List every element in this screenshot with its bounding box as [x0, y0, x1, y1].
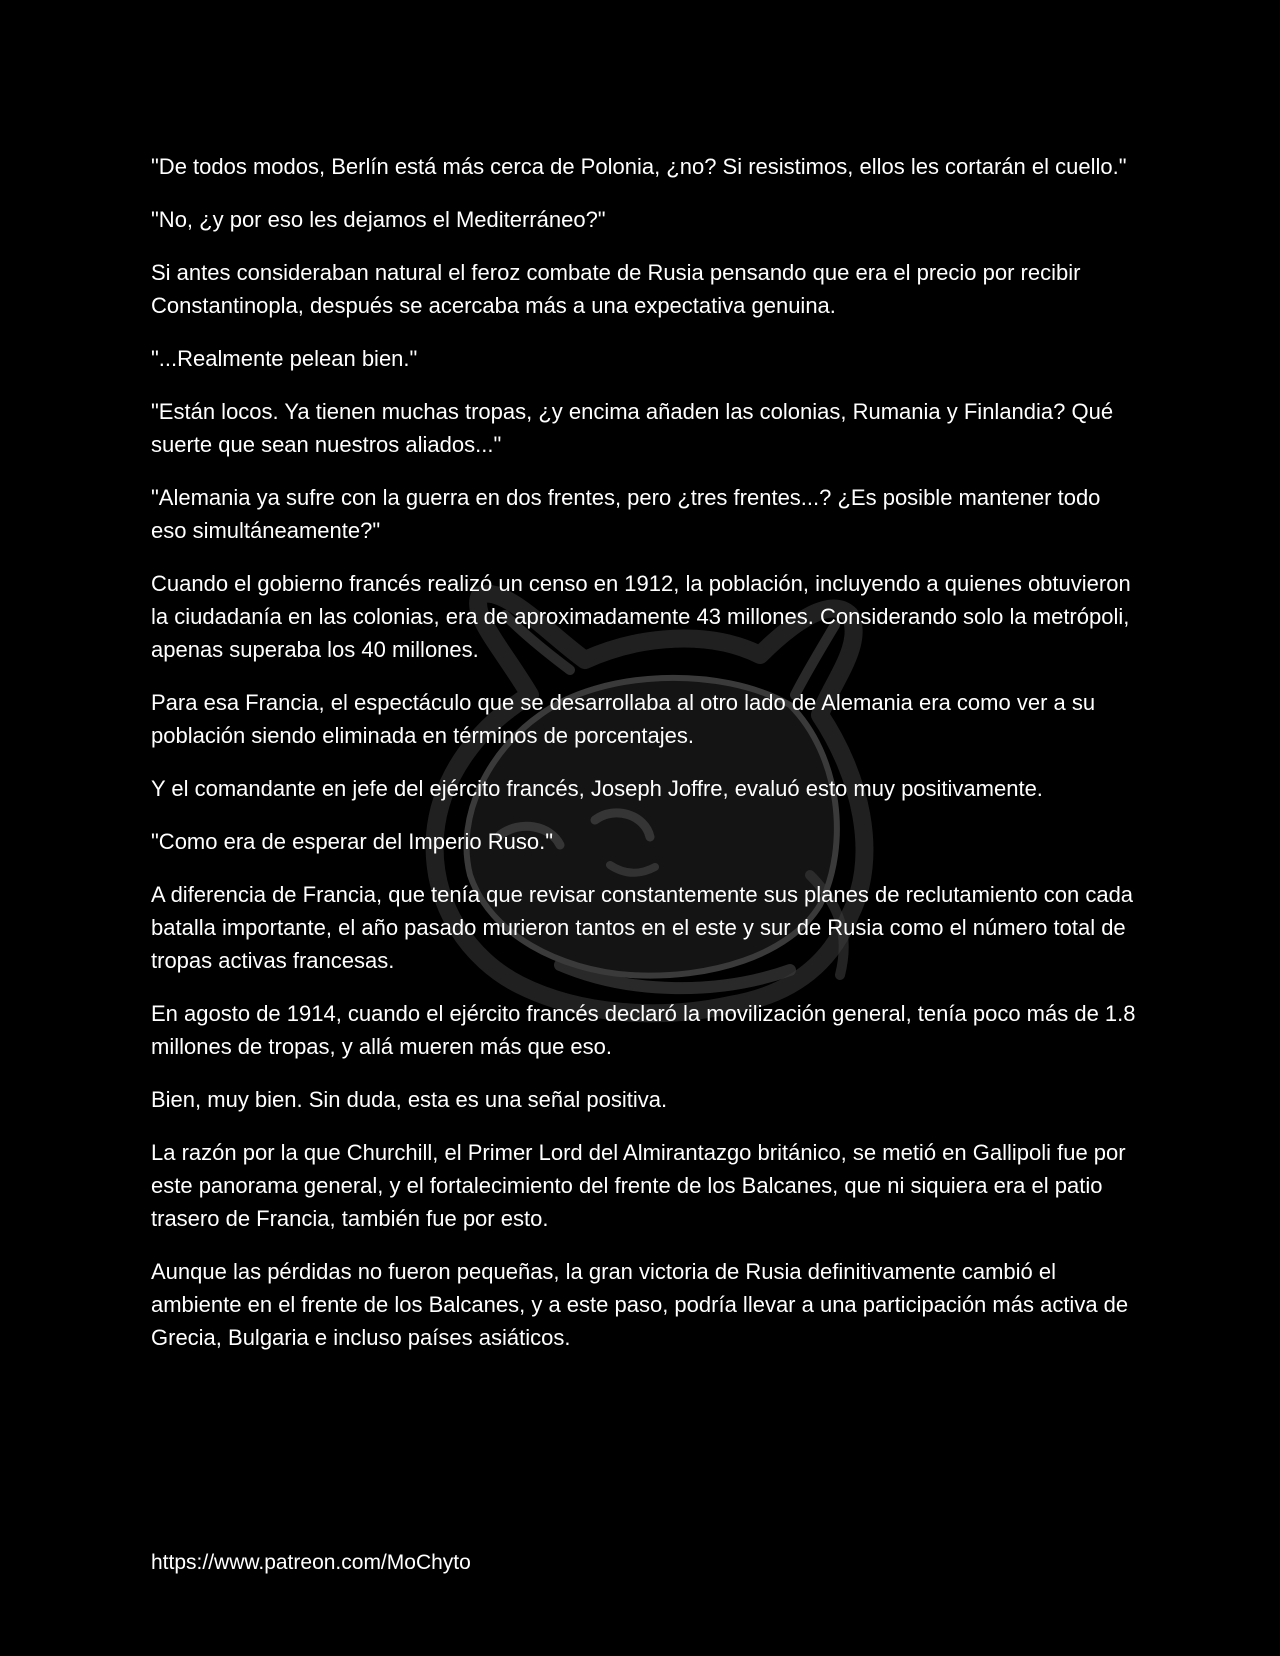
paragraph: Cuando el gobierno francés realizó un censo en 1912, la población, incluyendo a quienes obtuvieron la ciudadanía en las colonias, era de aproximadamente 43 millones. Considerando solo la metrópoli, apenas superaba los 40 millones. — [151, 571, 1131, 662]
paragraph: "Alemania ya sufre con la guerra en dos frentes, pero ¿tres frentes...? ¿Es posible mantener todo eso simultáneamente?" — [151, 485, 1101, 543]
paragraph: La razón por la que Churchill, el Primer Lord del Almirantazgo británico, se metió en Gallipoli fue por este panorama general, y el fortalecimiento del frente de los Balcanes, que ni siquiera era el patio trasero de Francia, también fue por esto. — [151, 1140, 1126, 1231]
paragraph: "Están locos. Ya tienen muchas tropas, ¿y encima añaden las colonias, Rumania y Finlandia? Qué suerte que sean nuestros aliados..." — [151, 399, 1114, 457]
paragraph: Aunque las pérdidas no fueron pequeñas, la gran victoria de Rusia definitivamente cambió el ambiente en el frente de los Balcanes, y a este paso, podría llevar a una participación más activa de Grecia, Bulgaria e incluso países asiáticos. — [151, 1259, 1129, 1350]
paragraph: Para esa Francia, el espectáculo que se desarrollaba al otro lado de Alemania era como ver a su población siendo eliminada en términos de porcentajes. — [151, 690, 1096, 748]
paragraph: "No, ¿y por eso les dejamos el Mediterráneo?" — [151, 207, 606, 232]
paragraph: Si antes consideraban natural el feroz combate de Rusia pensando que era el precio por recibir Constantinopla, después se acercaba más a una expectativa genuina. — [151, 260, 1081, 318]
paragraph: "Como era de esperar del Imperio Ruso." — [151, 829, 554, 854]
patreon-link[interactable]: https://www.patreon.com/MoChyto — [151, 1551, 471, 1574]
chapter-text — [151, 150, 1141, 1374]
paragraph: A diferencia de Francia, que tenía que revisar constantemente sus planes de reclutamiento con cada batalla importante, el año pasado murieron tantos en el este y sur de Rusia como el número total de tropas activas francesas. — [151, 882, 1134, 973]
paragraph: En agosto de 1914, cuando el ejército francés declaró la movilización general, tenía poco más de 1.8 millones de tropas, y allá mueren más que eso. — [151, 1001, 1136, 1059]
paragraph: "...Realmente pelean bien." — [151, 346, 418, 371]
paragraph: Bien, muy bien. Sin duda, esta es una señal positiva. — [151, 1087, 668, 1112]
paragraph: Y el comandante en jefe del ejército francés, Joseph Joffre, evaluó esto muy positivamente. — [151, 776, 1043, 801]
paragraph: "De todos modos, Berlín está más cerca de Polonia, ¿no? Si resistimos, ellos les cortarán el cuello." — [151, 154, 1127, 179]
